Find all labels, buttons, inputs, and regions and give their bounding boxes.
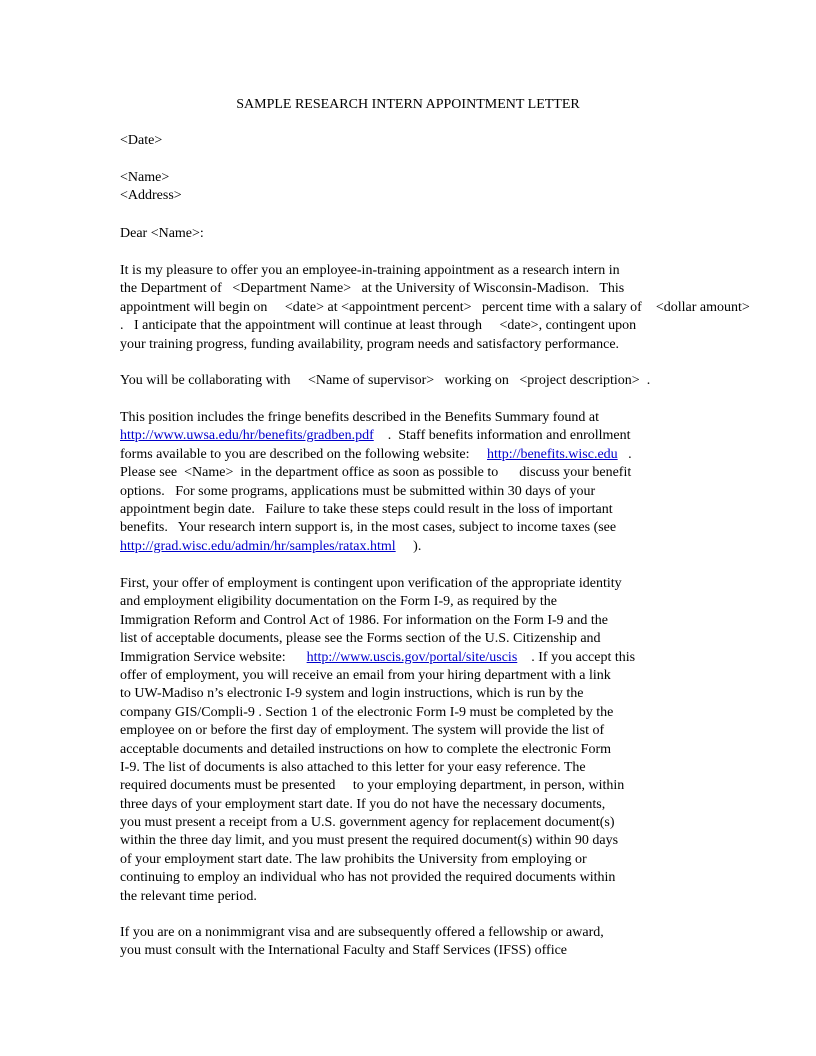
text-line: This position includes the fringe benefits described in the Benefits Summary found at <box>120 410 600 425</box>
text-line: the relevant time period. <box>120 888 257 904</box>
benefits-website-link[interactable]: http://benefits.wisc.edu <box>487 446 618 462</box>
text-line: appointment will begin on <date> at <appointment percent> percent time with a salary of <dollar amount> <box>120 299 750 315</box>
text-line: to UW-Madiso n’s electronic I-9 system and login instructions, which is run by the <box>120 686 584 702</box>
date-placeholder: <Date> <box>120 133 163 148</box>
text-line: of your employment start date. The law prohibits the University from employing or <box>120 851 587 867</box>
text-line: continuing to employ an individual who has not provided the required documents within <box>120 870 616 886</box>
paragraph-benefits <box>120 409 680 556</box>
text-line: company GIS/Compli-9 . Section 1 of the electronic Form I-9 must be completed by the <box>120 704 614 720</box>
text-line: I-9. The list of documents is also attached to this letter for your easy reference. The <box>120 759 586 775</box>
text-line: the Department of <Department Name> at the University of Wisconsin-Madison. This <box>120 281 625 297</box>
text-line: acceptable documents and detailed instructions on how to complete the electronic Form <box>120 741 612 757</box>
text-line: you must consult with the International Faculty and Staff Services (IFSS) office <box>120 943 568 959</box>
text-line: within the three day limit, and you must present the required document(s) within 90 days <box>120 833 619 849</box>
paragraph-visa <box>120 924 680 961</box>
text-line: Please see <Name> in the department office as soon as possible to discuss your benefit <box>120 465 632 481</box>
benefits-summary-link[interactable]: http://www.uwsa.edu/hr/benefits/gradben.pdf <box>120 428 374 444</box>
text-line: forms available to you are described on the following website: http://benefits.wisc.edu . <box>120 446 632 462</box>
recipient-address: <Address> <box>120 188 182 204</box>
text-line: http://grad.wisc.edu/admin/hr/samples/ratax.html ). <box>120 538 422 554</box>
letter-title: SAMPLE RESEARCH INTERN APPOINTMENT LETTER <box>236 97 580 112</box>
income-tax-link[interactable]: http://grad.wisc.edu/admin/hr/samples/ratax.html <box>120 538 396 554</box>
paragraph-i9 <box>120 575 680 906</box>
text-line: you must present a receipt from a U.S. government agency for replacement document(s) <box>120 815 615 831</box>
text-line: appointment begin date. Failure to take these steps could result in the loss of important <box>120 501 613 517</box>
recipient-block <box>120 169 680 206</box>
text-line: options. For some programs, applications must be submitted within 30 days of your <box>120 483 596 499</box>
text-line: your training progress, funding availability, program needs and satisfactory performance. <box>120 336 620 352</box>
text-line: offer of employment, you will receive an email from your hiring department with a link <box>120 667 611 683</box>
text-line: employee on or before the first day of employment. The system will provide the list of <box>120 723 605 739</box>
text-line: http://www.uwsa.edu/hr/benefits/gradben.pdf . Staff benefits information and enrollment <box>120 428 631 444</box>
paragraph-supervisor: You will be collaborating with <Name of supervisor> working on <project description> . <box>120 373 651 388</box>
text-line: benefits. Your research intern support is, in the most cases, subject to income taxes (see <box>120 520 617 536</box>
text-line: required documents must be presented to your employing department, in person, within <box>120 778 625 794</box>
recipient-name: <Name> <box>120 170 170 185</box>
text-line: First, your offer of employment is contingent upon verification of the appropriate identity <box>120 576 622 591</box>
paragraph-offer <box>120 262 750 354</box>
text-line: list of acceptable documents, please see the Forms section of the U.S. Citizenship and <box>120 631 601 647</box>
salutation: Dear <Name>: <box>120 226 204 241</box>
text-line: Immigration Service website: http://www.uscis.gov/portal/site/uscis . If you accept this <box>120 649 636 665</box>
text-line: three days of your employment start date. If you do not have the necessary documents, <box>120 796 606 812</box>
text-line: . I anticipate that the appointment will continue at least through <date>, contingent upon <box>120 318 637 334</box>
text-line: If you are on a nonimmigrant visa and are subsequently offered a fellowship or award, <box>120 925 604 940</box>
text-line: Immigration Reform and Control Act of 1986. For information on the Form I-9 and the <box>120 612 608 628</box>
uscis-link[interactable]: http://www.uscis.gov/portal/site/uscis <box>306 649 518 665</box>
text-line: and employment eligibility documentation on the Form I-9, as required by the <box>120 594 558 610</box>
text-line: It is my pleasure to offer you an employee-in-training appointment as a research intern in <box>120 263 620 278</box>
